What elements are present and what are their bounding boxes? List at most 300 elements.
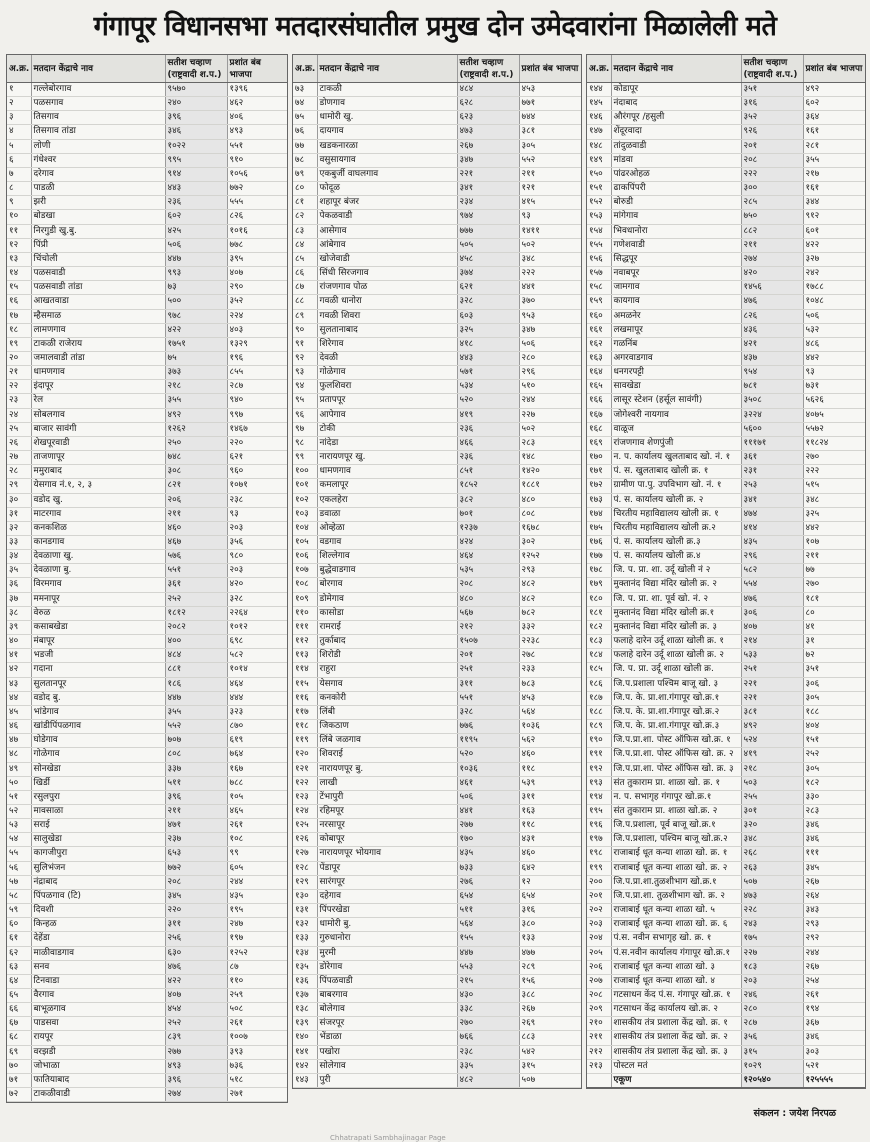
table-row (587, 663, 865, 677)
serial-cell: १५ (7, 281, 31, 295)
candidate-2-votes-cell: ३४६ (803, 1031, 865, 1045)
center-name-cell: तिसगाव तांडा (31, 125, 165, 139)
candidate-1-votes-cell: ५७६ (165, 550, 227, 564)
center-name-cell: गळनिंब (611, 337, 741, 351)
serial-cell: २८ (7, 465, 31, 479)
table-row (587, 1045, 865, 1059)
candidate-1-votes-cell: ३१५ (741, 1045, 803, 1059)
candidate-1-votes-cell: ३५५ (165, 705, 227, 719)
center-name-cell: कनकशिळ (31, 521, 165, 535)
center-name-cell: गोळेगाव (317, 366, 457, 380)
center-name-cell: तुर्काबाद (317, 635, 457, 649)
serial-cell: १५७ (587, 267, 611, 281)
center-name-cell: पं. स. कार्यालय खोली क्र.४ (611, 550, 741, 564)
serial-cell: १५० (587, 167, 611, 181)
center-name-cell: पिंपरखेडा (317, 904, 457, 918)
table-row (293, 635, 581, 649)
table-row (587, 748, 865, 762)
candidate-2-votes-cell: ३४८ (803, 493, 865, 507)
table-row (7, 677, 287, 691)
serial-cell: ३५ (7, 564, 31, 578)
serial-cell: ३३ (7, 536, 31, 550)
candidate-2-votes-cell: ३४७ (519, 323, 581, 337)
serial-cell: ११२ (293, 635, 317, 649)
center-name-header: मतदान केंद्राचे नाव (317, 55, 457, 83)
serial-cell: ६० (7, 918, 31, 932)
candidate-1-votes-cell: २६३ (741, 861, 803, 875)
serial-cell: १३६ (293, 974, 317, 988)
candidate-1-votes-cell: २४६ (741, 989, 803, 1003)
total-candidate-1-cell: १२०५४० (741, 1073, 803, 1087)
candidate-1-votes-cell: ९९५ (165, 153, 227, 167)
serial-cell: ७९ (293, 167, 317, 181)
candidate-2-votes-cell: १११ (803, 847, 865, 861)
candidate-2-header: प्रशांत बंब भाजपा (519, 55, 581, 83)
center-name-cell: शिरोडी (317, 649, 457, 663)
center-name-cell: चिंचोली (31, 252, 165, 266)
table-row (587, 125, 865, 139)
serial-cell: १६९ (587, 436, 611, 450)
candidate-1-votes-cell: ५०६ (457, 790, 519, 804)
candidate-2-votes-cell: ५०२ (519, 238, 581, 252)
serial-cell: १८८ (587, 705, 611, 719)
candidate-2-votes-cell: २९० (227, 281, 287, 295)
candidate-2-votes-cell: ३३२ (519, 620, 581, 634)
table-row (293, 1017, 581, 1031)
center-name-cell: सुलिभंजन (31, 861, 165, 875)
table-row (587, 1003, 865, 1017)
serial-cell: ७० (7, 1059, 31, 1073)
serial-cell: ९४ (293, 380, 317, 394)
center-name-cell: प्रतापपूर (317, 394, 457, 408)
candidate-2-votes-cell: ४५३ (519, 83, 581, 97)
table-row (7, 125, 287, 139)
candidate-2-votes-cell: ११८२४ (803, 436, 865, 450)
candidate-2-votes-cell: ४६२ (227, 97, 287, 111)
serial-cell: १०७ (293, 564, 317, 578)
table-row (7, 451, 287, 465)
serial-cell: ९१ (293, 337, 317, 351)
serial-cell: ८३ (293, 224, 317, 238)
candidate-2-votes-cell: ५५७२ (803, 422, 865, 436)
candidate-2-votes-cell: ५०२ (519, 422, 581, 436)
center-name-cell: ममुराबाद (31, 465, 165, 479)
center-name-cell: रांजणगाव पोळ (317, 281, 457, 295)
serial-cell: १०५ (293, 536, 317, 550)
candidate-1-votes-cell: ३९६ (165, 790, 227, 804)
center-name-cell: रांजणगाव शेणपुंजी (611, 436, 741, 450)
center-name-cell: चिरतीय महाविद्यालय खोली क्र. १ (611, 507, 741, 521)
candidate-2-votes-cell: ४६५ (227, 804, 287, 818)
table-row (587, 677, 865, 691)
table-row (293, 1045, 581, 1059)
center-name-cell: नंदाबाद (611, 97, 741, 111)
serial-cell: २१ (7, 366, 31, 380)
table-row (293, 111, 581, 125)
table-row (293, 960, 581, 974)
serial-cell: १२८ (293, 861, 317, 875)
table-row (587, 1017, 865, 1031)
candidate-1-votes-cell: ४१४ (741, 521, 803, 535)
candidate-2-votes-cell: १८८१ (519, 479, 581, 493)
table-row (293, 1003, 581, 1017)
candidate-2-votes-cell: ४६० (519, 748, 581, 762)
serial-cell: १२९ (293, 875, 317, 889)
candidate-2-votes-cell: १९४ (803, 1003, 865, 1017)
candidate-2-votes-cell: ६०२ (803, 97, 865, 111)
results-table-part-3 (586, 54, 866, 1089)
table-row (293, 790, 581, 804)
table-row (7, 309, 287, 323)
candidate-2-votes-cell: ८२६ (227, 210, 287, 224)
candidate-1-votes-cell: ३०१ (741, 804, 803, 818)
table-row (587, 606, 865, 620)
table-row (293, 762, 581, 776)
table-row (7, 111, 287, 125)
serial-cell: ५६ (7, 861, 31, 875)
candidate-2-votes-cell: ४१५ (519, 196, 581, 210)
table-row (7, 1059, 287, 1073)
candidate-1-votes-cell: २७४ (165, 1088, 227, 1102)
candidate-2-votes-cell: २२३८ (519, 635, 581, 649)
candidate-2-votes-cell: २२४ (227, 309, 287, 323)
candidate-2-votes-cell: २२२ (519, 267, 581, 281)
candidate-1-votes-cell: ४२५ (165, 224, 227, 238)
candidate-2-votes-cell: ९१२ (803, 210, 865, 224)
candidate-2-votes-cell: ५२१ (803, 1059, 865, 1073)
candidate-1-header: सतीश चव्हाण (राष्ट्रवादी श.प.) (165, 55, 227, 83)
table-row (7, 366, 287, 380)
table-row (587, 521, 865, 535)
table-row (7, 932, 287, 946)
candidate-2-votes-cell: ४३५ (227, 889, 287, 903)
candidate-1-votes-cell: २८७ (741, 1017, 803, 1031)
candidate-2-votes-cell: ७८२ (519, 606, 581, 620)
candidate-1-votes-cell: ४७३ (741, 889, 803, 903)
center-name-cell: डोमेगाव (317, 592, 457, 606)
table-row (587, 422, 865, 436)
candidate-2-votes-cell: ९९ (227, 847, 287, 861)
center-name-cell: दरेगाव (31, 167, 165, 181)
serial-cell: १९६ (587, 819, 611, 833)
center-name-cell: जि.प.प्रा.शा.तुळशीभाग खो.क्र.१ (611, 875, 741, 889)
center-name-cell: टेंभापुरी (317, 790, 457, 804)
candidate-2-header: प्रशांत बंब भाजपा (803, 55, 865, 83)
table-row (7, 479, 287, 493)
serial-cell: ४० (7, 635, 31, 649)
serial-cell: १८ (7, 323, 31, 337)
table-row (293, 295, 581, 309)
table-row (7, 790, 287, 804)
center-name-cell: शिवराई (317, 748, 457, 762)
center-name-cell: ताजणापूर (31, 451, 165, 465)
serial-cell: ६२ (7, 946, 31, 960)
table-row (293, 252, 581, 266)
candidate-2-votes-cell: ३०३ (803, 1045, 865, 1059)
center-name-cell: येसगाव नं.१, २, ३ (31, 479, 165, 493)
candidate-2-votes-cell: २६७ (803, 960, 865, 974)
table-row (7, 861, 287, 875)
table-row (587, 210, 865, 224)
center-name-cell: जामगाव (611, 281, 741, 295)
candidate-1-votes-cell: २३४ (457, 196, 519, 210)
serial-cell: ७१ (7, 1073, 31, 1087)
candidate-1-votes-cell: ४२२ (165, 974, 227, 988)
serial-cell: १७ (7, 309, 31, 323)
candidate-1-votes-cell: ३११ (457, 677, 519, 691)
candidate-2-votes-cell: २६१ (803, 989, 865, 1003)
serial-cell: १४३ (293, 1073, 317, 1087)
center-name-cell: वसुसायगाव (317, 153, 457, 167)
center-name-cell: राजाबाई धूत कन्या शाळा खो. क्र. १ (611, 847, 741, 861)
center-name-cell: जि. प. प्रा. शा. उर्दू खोली नं २ (611, 564, 741, 578)
candidate-1-votes-cell: ४०७ (741, 620, 803, 634)
serial-cell: २०२ (587, 904, 611, 918)
serial-cell: ५२ (7, 804, 31, 818)
candidate-1-votes-cell: ४३५ (741, 536, 803, 550)
candidate-2-votes-cell: ४९२ (803, 83, 865, 97)
table-row (293, 238, 581, 252)
candidate-1-votes-cell: २८५ (741, 196, 803, 210)
candidate-2-votes-cell: ११० (227, 974, 287, 988)
candidate-2-votes-cell: ८७ (227, 960, 287, 974)
center-name-cell: मांगेगाव (611, 210, 741, 224)
table-row (7, 663, 287, 677)
serial-cell: १९१ (587, 748, 611, 762)
candidate-1-votes-cell: ५६७ (457, 606, 519, 620)
table-row (587, 451, 865, 465)
serial-cell: ९७ (293, 422, 317, 436)
candidate-1-votes-cell: १८५२ (457, 479, 519, 493)
center-name-cell: मुक्तानंद विद्या मंदिर खोली क्र. २ (611, 578, 741, 592)
center-name-cell: सावखेडा (611, 380, 741, 394)
center-name-cell: कमलापूर (317, 479, 457, 493)
center-name-cell: मुरमी (317, 946, 457, 960)
candidate-1-votes-cell: ३२५ (457, 323, 519, 337)
center-name-cell: खोजेवाडी (317, 252, 457, 266)
candidate-1-votes-cell: ५२० (457, 748, 519, 762)
serial-cell: ६६ (7, 1003, 31, 1017)
candidate-2-votes-cell: २९६ (519, 366, 581, 380)
serial-cell: ५३ (7, 819, 31, 833)
candidate-2-votes-cell: २८० (519, 351, 581, 365)
serial-cell: ४९ (7, 762, 31, 776)
center-name-cell: झरी (31, 196, 165, 210)
serial-cell: १५९ (587, 295, 611, 309)
serial-cell: ८८ (293, 295, 317, 309)
center-name-cell: गणेशवाडी (611, 238, 741, 252)
serial-cell: १०८ (293, 578, 317, 592)
candidate-1-votes-cell: ६२३ (457, 111, 519, 125)
candidate-2-votes-cell: २७० (803, 578, 865, 592)
table-row (293, 663, 581, 677)
center-name-cell: देहेंडा (31, 932, 165, 946)
candidate-2-votes-cell: ४८६ (803, 337, 865, 351)
candidate-2-votes-cell: २२२ (803, 465, 865, 479)
serial-cell: १९३ (587, 776, 611, 790)
candidate-2-votes-cell: ७७८ (227, 238, 287, 252)
candidate-1-votes-cell: ५५१ (457, 691, 519, 705)
center-name-cell: सारंगपूर (317, 875, 457, 889)
candidate-1-votes-cell: ६५३ (165, 847, 227, 861)
center-name-cell: बुद्धेवाडगाव (317, 564, 457, 578)
table-row (587, 974, 865, 988)
serial-cell: १३५ (293, 960, 317, 974)
serial-cell: ४५ (7, 705, 31, 719)
center-name-cell: पं.स.नवीन कार्यालय गंगापूर खो.क्र.१ (611, 946, 741, 960)
candidate-2-votes-cell: २४७ (227, 918, 287, 932)
candidate-1-votes-cell: २५२ (165, 592, 227, 606)
table-row (293, 153, 581, 167)
candidate-2-votes-cell: २६९ (519, 1017, 581, 1031)
center-name-cell: एकलहेरा (317, 493, 457, 507)
table-row (587, 649, 865, 663)
center-name-cell: पिंप्री (31, 238, 165, 252)
serial-cell: १११ (293, 620, 317, 634)
candidate-1-votes-cell: ४३० (457, 989, 519, 1003)
candidate-2-votes-cell: ५१८ (227, 1073, 287, 1087)
candidate-2-votes-cell: ५५५ (227, 196, 287, 210)
table-row (7, 1003, 287, 1017)
table-row (587, 267, 865, 281)
table-row (587, 889, 865, 903)
candidate-1-votes-cell: ३६१ (741, 451, 803, 465)
candidate-1-votes-cell: ७३ (165, 281, 227, 295)
table-row (587, 224, 865, 238)
table-row (293, 592, 581, 606)
serial-cell: १२२ (293, 776, 317, 790)
table-row (293, 833, 581, 847)
candidate-2-votes-cell: २६१ (227, 819, 287, 833)
candidate-1-votes-cell: ४६० (165, 521, 227, 535)
center-name-cell: तांदुळवाडी (611, 139, 741, 153)
center-name-cell: पेंडापूर (317, 861, 457, 875)
serial-cell: १७२ (587, 479, 611, 493)
serial-cell: २११ (587, 1031, 611, 1045)
center-name-cell: जि.प.प्रशाला पश्चिम बाजू खो. ३ (611, 677, 741, 691)
serial-cell: ९ (7, 196, 31, 210)
candidate-2-votes-cell: २९३ (519, 564, 581, 578)
candidate-1-votes-cell: ५०५ (457, 238, 519, 252)
table-row (7, 833, 287, 847)
serial-cell: ९८ (293, 436, 317, 450)
table-row (7, 705, 287, 719)
table-row (587, 281, 865, 295)
serial-cell: १८३ (587, 635, 611, 649)
table-row (587, 861, 865, 875)
center-name-cell: धनगरपट्टी (611, 366, 741, 380)
table-row (587, 762, 865, 776)
candidate-2-votes-cell: ३८१ (519, 125, 581, 139)
candidate-2-votes-cell: ५६२ (519, 734, 581, 748)
center-name-cell: एकबुर्जी वाघलगाव (317, 167, 457, 181)
candidate-1-votes-cell: १११७१ (741, 436, 803, 450)
table-row (587, 1031, 865, 1045)
table-row (587, 932, 865, 946)
candidate-2-votes-cell: २६१ (227, 1017, 287, 1031)
candidate-1-votes-cell: ४२२ (165, 323, 227, 337)
table-row (7, 182, 287, 196)
center-name-cell: पळसगाव (31, 97, 165, 111)
serial-cell: ९५ (293, 394, 317, 408)
candidate-2-votes-cell: ३१६ (519, 904, 581, 918)
candidate-2-votes-cell: २४४ (519, 394, 581, 408)
candidate-2-votes-cell: ४३१ (519, 833, 581, 847)
candidate-1-votes-cell: १८३ (741, 960, 803, 974)
center-name-cell: कासोडा (317, 606, 457, 620)
serial-cell: ३७ (7, 592, 31, 606)
serial-cell: १५१ (587, 182, 611, 196)
candidate-1-votes-cell: १२६२ (165, 422, 227, 436)
center-name-cell: मुक्तानंद विद्या मंदिर खोली क्र. ३ (611, 620, 741, 634)
center-name-cell: वडोद बु. (31, 691, 165, 705)
table-row (293, 422, 581, 436)
candidate-2-votes-cell: ९३ (803, 366, 865, 380)
serial-cell: ६५ (7, 989, 31, 1003)
table-row (7, 946, 287, 960)
candidate-1-votes-cell: २११ (165, 507, 227, 521)
table-row (293, 224, 581, 238)
candidate-1-votes-cell: ५०० (165, 295, 227, 309)
total-blank-cell (587, 1073, 611, 1087)
serial-cell: १५३ (587, 210, 611, 224)
candidate-1-votes-cell: १५५ (457, 932, 519, 946)
candidate-1-votes-cell: ९२६ (741, 125, 803, 139)
center-name-cell: जि.प.प्रशाला, पश्चिम बाजू खो.क्र.२ (611, 833, 741, 847)
serial-cell: ९९ (293, 451, 317, 465)
table-row (587, 465, 865, 479)
candidate-2-votes-cell: १०७ (803, 536, 865, 550)
candidate-1-votes-cell: ३०० (741, 182, 803, 196)
center-name-cell: फुलशिवरा (317, 380, 457, 394)
table-row (587, 507, 865, 521)
serial-cell: १५४ (587, 224, 611, 238)
candidate-2-votes-cell: २६७ (519, 1003, 581, 1017)
serial-cell: २०१ (587, 889, 611, 903)
serial-cell: १७८ (587, 564, 611, 578)
center-name-cell: देवळाणा खु. (31, 550, 165, 564)
serial-cell: १४० (293, 1031, 317, 1045)
center-name-cell: रेल (31, 394, 165, 408)
table-row (293, 649, 581, 663)
center-name-cell: पुरी (317, 1073, 457, 1087)
table-row (7, 281, 287, 295)
candidate-2-votes-cell: ८०८ (519, 507, 581, 521)
candidate-1-votes-cell: ४७१ (165, 819, 227, 833)
candidate-2-votes-cell: ४८२ (519, 592, 581, 606)
serial-cell: १२० (293, 748, 317, 762)
table-row (293, 507, 581, 521)
candidate-1-votes-cell: १८६ (165, 677, 227, 691)
serial-cell: १०० (293, 465, 317, 479)
serial-cell: ११३ (293, 649, 317, 663)
table-row (7, 606, 287, 620)
center-name-cell: शासकीय तंत्र प्रशाला केंद्र खो. क्र. २ (611, 1031, 741, 1045)
serial-cell: १७१ (587, 465, 611, 479)
table-row (7, 691, 287, 705)
table-row (7, 1088, 287, 1102)
footer-text: Chhatrapati Sambhajinagar Page (330, 1134, 446, 1142)
center-name-cell: फलाहे दारेन उर्दू शाळा खोली क्र. २ (611, 649, 741, 663)
table-row (7, 1031, 287, 1045)
serial-cell: २ (7, 97, 31, 111)
candidate-2-votes-cell: २४२ (803, 267, 865, 281)
center-name-cell: कोबापूर (317, 833, 457, 847)
candidate-2-votes-cell: ५०८ (227, 1003, 287, 1017)
center-name-cell: गवळी शिवरा (317, 309, 457, 323)
candidate-1-votes-cell: ३८२ (457, 493, 519, 507)
table-row (587, 578, 865, 592)
